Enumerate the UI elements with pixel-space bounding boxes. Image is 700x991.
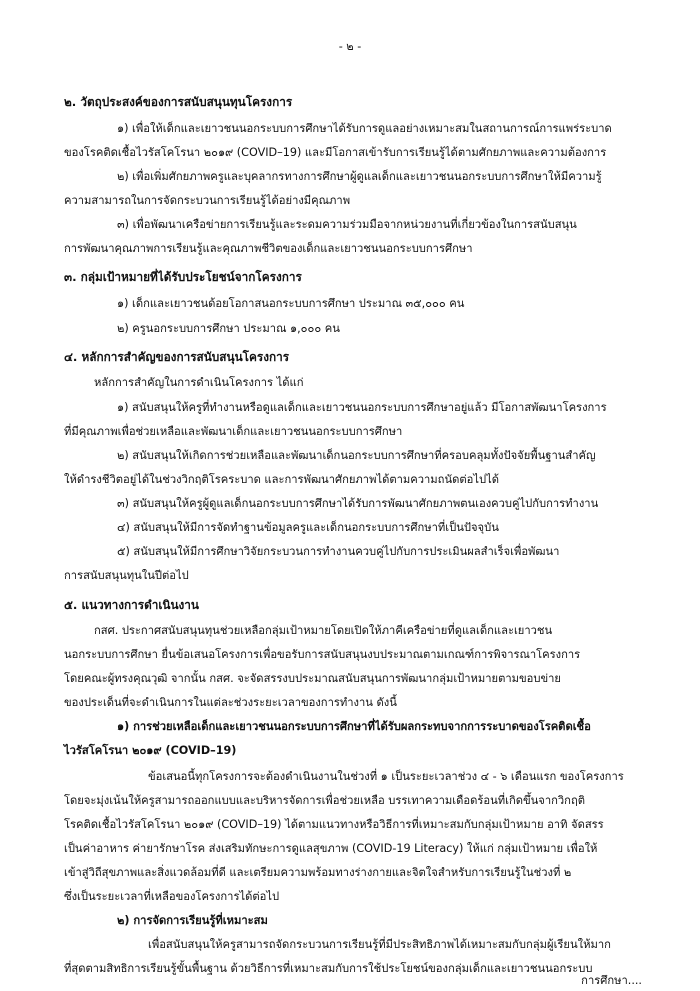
section-3-line-2: ๒) ครูนอกระบบการศึกษา ประมาณ ๑,๐๐๐ คน [117, 322, 340, 335]
section-5-line-3: โดยคณะผู้ทรงคุณวุฒิ จากนั้น กสศ. จะจัดสรรงบประมาณสนับสนุนการพัฒนากลุ่มเป้าหมายตามขอบข่าย [64, 672, 561, 685]
section-4-line-5: ให้ดำรงชีวิตอยู่ได้ในช่วงวิกฤติโรคระบาด และการพัฒนาศักยภาพได้ตามความถนัดต่อไปได้ [64, 473, 499, 486]
section-4-line-6: ๓) สนับสนุนให้ครูผู้ดูแลเด็กนอกระบบการศึกษาได้รับการพัฒนาศักยภาพตนเองควบคู่ไปกับการทำงาน [117, 497, 599, 510]
page-number: - ๒ - [338, 40, 362, 53]
section-5-line-4: ของประเด็นที่จะดำเนินการในแต่ละช่วงระยะเวลาของการทำงาน ดังนี้ [64, 696, 397, 709]
subsection-1-heading-line-1: ๑) การช่วยเหลือเด็กและเยาวชนนอกระบบการศึกษาที่ได้รับผลกระทบจากการระบาดของโรคติดเชื้อ [117, 720, 591, 733]
subsection-2-line-1: เพื่อสนับสนุนให้ครูสามารถจัดกระบวนการเรียนรู้ที่มีประสิทธิภาพได้เหมาะสมกับกลุ่มผู้เรียนให้มาก [148, 938, 611, 951]
subsection-1-line-3: โรคติดเชื้อไวรัสโคโรนา ๒๐๑๙ (COVID–19) ได้ตามแนวทางหรือวิธีการที่เหมาะสมกับกลุ่มเป้าหมาย อาทิ จัดสรร [64, 818, 604, 831]
section-4-line-7: ๔) สนับสนุนให้มีการจัดทำฐานข้อมูลครูและเด็กนอกระบบการศึกษาที่เป็นปัจจุบัน [117, 521, 499, 534]
subsection-1-heading-line-2: ไวรัสโคโรนา ๒๐๑๙ (COVID–19) [64, 744, 237, 757]
section-2-line-2: ของโรคติดเชื้อไวรัสโคโรนา ๒๐๑๙ (COVID–19) และมีโอกาสเข้ารับการเรียนรู้ได้ตามศักยภาพและความต้องการ [64, 146, 607, 159]
section-3-heading: ๓. กลุ่มเป้าหมายที่ได้รับประโยชน์จากโครงการ [64, 270, 302, 284]
subsection-1-line-5: เข้าสู่วิถีสุขภาพและสิ่งแวดล้อมที่ดี และเตรียมความพร้อมทางร่างกายและจิตใจสำหรับการเรียนรู้ในช่วงที่ ๒ [64, 866, 572, 879]
subsection-1-line-4: เป็นค่าอาหาร ค่ายารักษาโรค ส่งเสริมทักษะการดูแลสุขภาพ (COVID-19 Literacy) ให้แก่ กลุ่มเป้าหมาย เพื่อให้ [64, 842, 598, 855]
section-4-heading: ๔. หลักการสำคัญของการสนับสนุนโครงการ [64, 350, 290, 364]
section-2-line-4: ความสามารถในการจัดกระบวนการเรียนรู้ได้อย่างมีคุณภาพ [64, 194, 351, 207]
section-4-line-9: การสนับสนุนทุนในปีต่อไป [64, 569, 189, 582]
section-4-line-3: ที่มีคุณภาพเพื่อช่วยเหลือและพัฒนาเด็กและเยาวชนนอกระบบการศึกษา [64, 425, 403, 438]
section-2-line-3: ๒) เพื่อเพิ่มศักยภาพครูและบุคลากรทางการศึกษาผู้ดูแลเด็กและเยาวชนนอกระบบการศึกษาให้มีความรู้ [117, 170, 602, 183]
section-4-line-1: หลักการสำคัญในการดำเนินโครงการ ได้แก่ [94, 376, 304, 389]
subsection-1-line-6: ซึ่งเป็นระยะเวลาที่เหลือของโครงการได้ต่อไป [64, 890, 280, 903]
subsection-1-line-1: ข้อเสนอนี้ทุกโครงการจะต้องดำเนินงานในช่วงที่ ๑ เป็นระยะเวลาช่วง ๔ - ๖ เดือนแรก ของโครงการ [148, 770, 624, 783]
footer-continuation: การศึกษา.... [581, 974, 642, 987]
section-5-line-2: นอกระบบการศึกษา ยื่นข้อเสนอโครงการเพื่อขอรับการสนับสนุนงบประมาณตามเกณฑ์การพิจารณาโครงการ [64, 648, 581, 661]
subsection-1-line-2: โดยจะมุ่งเน้นให้ครูสามารถออกแบบและบริหารจัดการเพื่อช่วยเหลือ บรรเทาความเดือดร้อนที่เกิดขึ้นจากวิกฤติ [64, 794, 585, 807]
section-3-line-1: ๑) เด็กและเยาวชนด้อยโอกาสนอกระบบการศึกษา ประมาณ ๓๕,๐๐๐ คน [117, 297, 465, 310]
section-2-heading: ๒. วัตถุประสงค์ของการสนับสนุนทุนโครงการ [64, 95, 293, 109]
subsection-2-heading: ๒) การจัดการเรียนรู้ที่เหมาะสม [117, 914, 268, 927]
section-5-heading: ๕. แนวทางการดำเนินงาน [64, 598, 199, 612]
section-4-line-8: ๕) สนับสนุนให้มีการศึกษาวิจัยกระบวนการทำงานควบคู่ไปกับการประเมินผลสำเร็จเพื่อพัฒนา [117, 545, 560, 558]
subsection-2-line-2: ที่สุดตามสิทธิการเรียนรู้ขั้นพื้นฐาน ด้วยวิธีการที่เหมาะสมกับการใช้ประโยชน์ของกลุ่มเด็กและเยาวชนนอกระบบ [64, 962, 593, 975]
section-2-line-6: การพัฒนาคุณภาพการเรียนรู้และคุณภาพชีวิตของเด็กและเยาวชนนอกระบบการศึกษา [64, 242, 473, 255]
section-4-line-2: ๑) สนับสนุนให้ครูที่ทำงานหรือดูแลเด็กและเยาวชนนอกระบบการศึกษาอยู่แล้ว มีโอกาสพัฒนาโครงการ [117, 401, 607, 414]
section-5-line-1: กสศ. ประกาศสนับสนุนทุนช่วยเหลือกลุ่มเป้าหมายโดยเปิดให้ภาคีเครือข่ายที่ดูแลเด็กและเยาวชน [94, 624, 553, 637]
section-2-line-5: ๓) เพื่อพัฒนาเครือข่ายการเรียนรู้และระดมความร่วมมือจากหน่วยงานที่เกี่ยวข้องในการสนับสนุน [117, 218, 577, 231]
section-2-line-1: ๑) เพื่อให้เด็กและเยาวชนนอกระบบการศึกษาได้รับการดูแลอย่างเหมาะสมในสถานการณ์การแพร่ระบาด [117, 122, 612, 135]
section-4-line-4: ๒) สนับสนุนให้เกิดการช่วยเหลือและพัฒนาเด็กนอกระบบการศึกษาที่ครอบคลุมทั้งปัจจัยพื้นฐานสำคัญ [117, 449, 596, 462]
